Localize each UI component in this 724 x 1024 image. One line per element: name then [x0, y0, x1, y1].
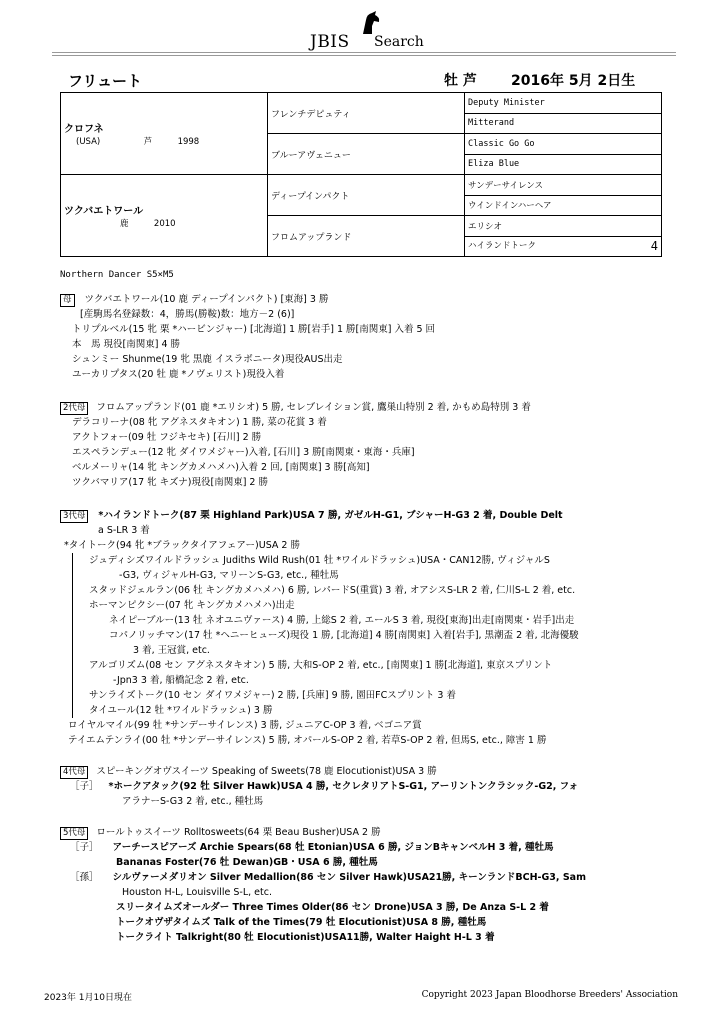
second-dam-section [60, 400, 531, 490]
pedigree-sire [61, 93, 268, 175]
pedigree-gen3-name: ハイランドトーク [468, 241, 537, 252]
pedigree-gen3: Eliza Blue [465, 154, 662, 175]
sire-name: クロフネ [64, 124, 104, 135]
fifth-dam-section [60, 825, 586, 945]
section-line: *ホークアタック(92 牡 Silver Hawk)USA 4 勝, セクレタリアトS-G1, アーリントンクラシック-G2, フォ [108, 781, 579, 792]
pedigree-gen3: サンデーサイレンス [465, 175, 662, 196]
dam-color: 鹿 [120, 219, 129, 229]
pedigree-table [60, 92, 662, 257]
section-line: ［子］ [70, 781, 99, 792]
section-line: トークオヴザタイムズ Talk of the Times(79 牡 Elocutionist)USA 8 勝, 種牡馬 [116, 917, 487, 928]
report-date: 2023年 1月10日現在 [44, 993, 132, 1003]
section-tag: 3代母 [60, 510, 88, 523]
section-line: a S-LR 3 着 [98, 525, 150, 536]
section-line: シルヴァーメダリオン Silver Medallion(86 セン Silver Hawk)USA21勝, キーンランドBCH-G3, Sam [112, 872, 586, 883]
section-line: ロールトゥスイーツ Rolltosweets(64 栗 Beau Busher)USA 2 勝 [96, 827, 381, 838]
section-line: スタッドジェルラン(06 牡 キングカメハメハ) 6 勝, レパードS(重賞) 3 着, オアシスS-LR 2 着, 仁川S-L 2 着, etc. [72, 583, 579, 598]
sire-color: 芦 [143, 137, 153, 147]
section-line: タイユール(12 牡 *ワイルドラッシュ) 3 勝 [72, 703, 579, 718]
section-line: デラコリーナ(08 牝 アグネスタキオン) 1 勝, 菜の花賞 3 着 [72, 417, 327, 428]
section-line: エスペランデュー(12 牝 ダイワメジャー)入着, [石川] 3 勝[南関東・東海・兵庫] [72, 447, 415, 458]
section-line: テイエムテンライ(00 牡 *サンデーサイレンス) 5 勝, オパールS-OP 2 着, 若草S-OP 2 着, 但馬S, etc., 障害 1 勝 [68, 735, 547, 746]
section-line: [産駒馬名登録数：4，勝馬(勝鞍)数：地方－2 (6)] [80, 309, 295, 320]
section-line: ツクバエトワール(10 鹿 ディープインパクト) [東海] 3 勝 [84, 294, 329, 305]
section-line: サンライズトーク(10 セン ダイワメジャー) 2 勝, [兵庫] 9 勝, 園田FCスプリント 3 着 [72, 688, 579, 703]
pedigree-gen3: Classic Go Go [465, 134, 662, 155]
section-line: ツクバマリア(17 牝 キズナ)現役[南関東] 2 勝 [72, 477, 268, 488]
pedigree-gen3: ウインドインハーヘア [465, 195, 662, 216]
section-line: Bananas Foster(76 牡 Dewan)GB・USA 6 勝, 種牡馬 [116, 857, 378, 868]
section-line: *ハイランドトーク(87 栗 Highland Park)USA 7 勝, ガゼルH-G1, ブシャーH-G3 2 着, Double Delt [98, 510, 563, 521]
section-line: アルゴリズム(08 セン アグネスタキオン) 5 勝, 大和S-OP 2 着, etc., [南関東] 1 勝[北海道], 東京スプリント [72, 658, 579, 673]
section-line: ユーカリプタス(20 牡 鹿 *ノヴェリスト)現役入着 [72, 369, 285, 380]
pedigree-gen3 [465, 236, 662, 257]
dam-year: 2010 [153, 219, 176, 229]
pedigree-gen2: ディープインパクト [268, 175, 465, 216]
horse-icon [360, 10, 382, 36]
logo-search-text: Search [374, 34, 424, 50]
section-line: ネイピーブルー(13 牡 ネオユニヴァース) 4 勝, 上総S 2 着, エールS 3 着, 現役[東海]出走[南関東・岩手]出走 [72, 613, 579, 628]
horse-name: フリュート [68, 72, 142, 90]
section-line: ロイヤルマイル(99 牡 *サンデーサイレンス) 3 勝, ジュニアC-OP 3 着, ベゴニア賞 [68, 720, 422, 731]
section-line: 本 馬 現役[南関東] 4 勝 [72, 339, 181, 350]
logo-jbis-text: JBIS [310, 32, 350, 52]
copyright: Copyright 2023 Japan Bloodhorse Breeders' Association [421, 990, 678, 1000]
pedigree-gen3: Mitterand [465, 113, 662, 134]
section-tag: 5代母 [60, 827, 88, 840]
section-line: シュンミー Shunme(19 牝 黒鹿 イスラボニータ)現役AUS出走 [72, 354, 343, 365]
pedigree-gen3: エリシオ [465, 216, 662, 237]
section-line: スリータイムズオールダー Three Times Older(86 セン Drone)USA 3 勝, De Anza S-L 2 着 [116, 902, 549, 913]
section-line: *タイトーク(94 牝 *ブラックタイアフェアー)USA 2 勝 [64, 540, 300, 551]
header-divider [52, 52, 676, 53]
third-dam-section [60, 508, 579, 748]
section-line: アラナーS-G3 2 着, etc., 種牡馬 [122, 796, 264, 807]
sire-year: 1998 [177, 137, 200, 147]
section-tag: 母 [60, 294, 75, 307]
family-number: 4 [650, 239, 658, 254]
section-line: ［孫］ [70, 872, 99, 883]
pedigree-gen3: Deputy Minister [465, 93, 662, 114]
inbreeding-note: Northern Dancer S5×M5 [60, 270, 174, 280]
section-line: -G3, ヴィジャルH-G3, マリーンS-G3, etc., 種牡馬 [72, 568, 579, 583]
section-line: スピーキングオヴスイーツ Speaking of Sweets(78 鹿 Elocutionist)USA 3 勝 [96, 766, 437, 777]
section-line: フロムアップランド(01 鹿 *エリシオ) 5 勝, セレブレイション賞, 鷹巣山特別 2 着, かもめ島特別 3 着 [96, 402, 531, 413]
section-line: トリプルベル(15 牝 栗 *ハービンジャー) [北海道] 1 勝[岩手] 1 勝[南関東] 入着 5 回 [72, 324, 436, 335]
section-tag: 2代母 [60, 402, 88, 415]
horse-sex-color: 牡 芦 [444, 73, 477, 89]
section-line: ベルメーリャ(14 牝 キングカメハメハ)入着 2 回, [南関東] 3 勝[高知] [72, 462, 370, 473]
dam-section [60, 292, 435, 382]
fourth-dam-section [60, 764, 578, 809]
section-line: ホーマンピクシー(07 牝 キングカメハメハ)出走 [72, 598, 579, 613]
section-line: トークライト Talkright(80 牡 Elocutionist)USA11勝, Walter Haight H-L 3 着 [116, 932, 495, 943]
pedigree-gen2: ブルーアヴェニュー [268, 134, 465, 175]
section-line: アーチースピアーズ Archie Spears(68 牡 Etonian)USA 6 勝, ジョンBキャンベルH 3 着, 種牡馬 [112, 842, 554, 853]
dam-name: ツクバエトワール [64, 206, 144, 217]
jbis-search-logo[interactable] [310, 8, 422, 52]
section-line: Houston H-L, Louisville S-L, etc. [122, 887, 272, 898]
section-line: 3 着, 王冠賞, etc. [72, 643, 579, 658]
pedigree-dam [61, 175, 268, 257]
section-line: アクトフォー(09 牡 フジキセキ) [石川] 2 勝 [72, 432, 262, 443]
pedigree-gen2: フレンチデピュティ [268, 93, 465, 134]
section-tag: 4代母 [60, 766, 88, 779]
section-line: ［子］ [70, 842, 99, 853]
section-line: コパノリッチマン(17 牡 *ヘニーヒューズ)現役 1 勝, [北海道] 4 勝[南関東] 入着[岩手], 黒潮盃 2 着, 北海優駿 [72, 628, 579, 643]
horse-birth-date: 2016年 5月 2日生 [511, 73, 636, 89]
section-line: -Jpn3 3 着, 船橋記念 2 着, etc. [72, 673, 579, 688]
section-line: ジュディシズワイルドラッシュ Judiths Wild Rush(01 牡 *ワイルドラッシュ)USA・CAN12勝, ヴィジャルS [72, 553, 579, 568]
header-divider [52, 55, 676, 56]
sire-origin: (USA) [76, 137, 101, 147]
pedigree-gen2: フロムアップランド [268, 216, 465, 257]
